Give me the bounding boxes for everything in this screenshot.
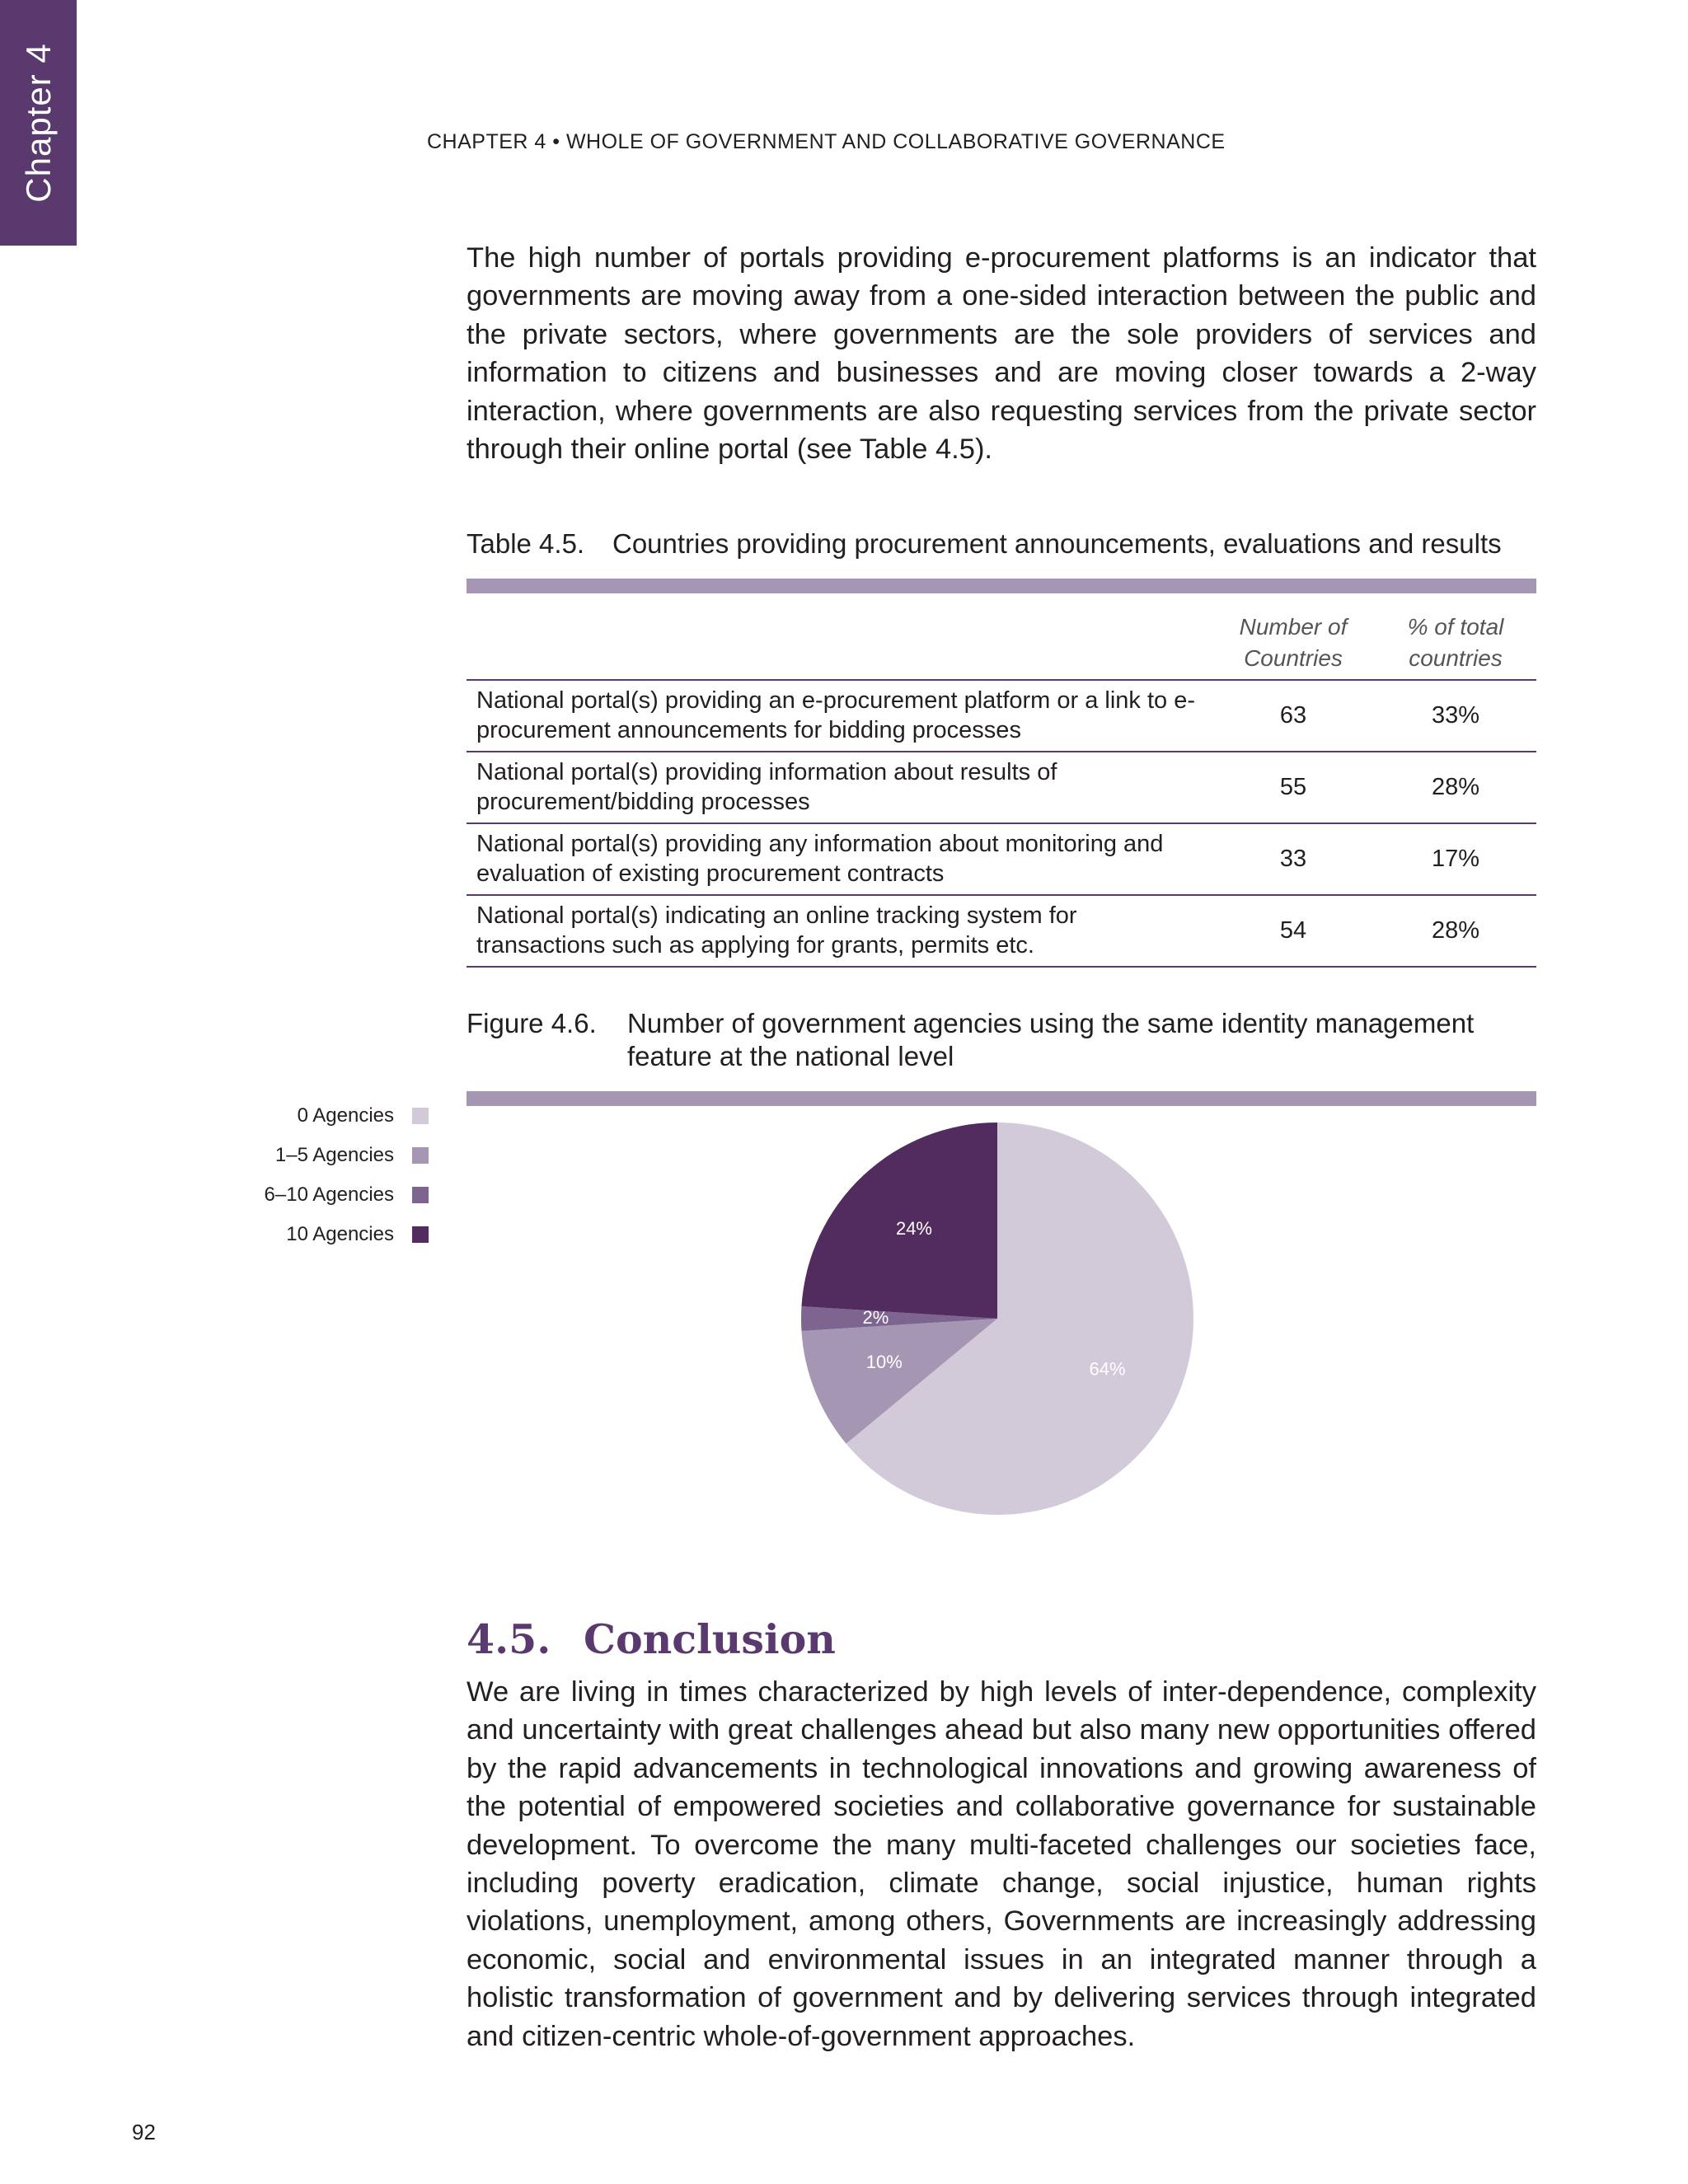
conclusion-section <box>467 1615 1536 2055</box>
legend-label: 6–10 Agencies <box>264 1183 394 1206</box>
table-row <box>467 895 1536 967</box>
table-row <box>467 752 1536 823</box>
intro-paragraph: The high number of portals providing e-procurement platforms is an indicator that governments are moving away from a one-sided interaction between the public and the private sectors, where governments are the sole providers of services and information to citizens and businesses and are moving closer towards a 2-way interaction, where governments are also requesting services from the private sector through their online portal (see Table 4.5). <box>467 242 1536 466</box>
chapter-tab-label: Chapter 4 <box>19 43 58 203</box>
table-caption-bar <box>467 579 1536 593</box>
legend-item <box>265 1183 429 1207</box>
pie-label-1-5-agencies: 10% <box>865 1352 903 1373</box>
table-header-count: Number of Countries <box>1212 608 1375 680</box>
row-percent: 17% <box>1375 823 1536 895</box>
legend-label: 10 Agencies <box>286 1223 394 1245</box>
pie-chart <box>775 1096 1220 1541</box>
row-label: National portal(s) indicating an online tracking system for transactions such as applying for grants, permits etc. <box>467 895 1212 967</box>
legend-swatch <box>412 1147 429 1164</box>
row-count: 33 <box>1212 823 1375 895</box>
row-count: 54 <box>1212 895 1375 967</box>
figure-caption <box>467 1007 1536 1073</box>
table-header-label <box>467 608 1212 680</box>
row-label: National portal(s) providing any information about monitoring and evaluation of existing procurement contracts <box>467 823 1212 895</box>
table-row <box>467 680 1536 752</box>
running-head: CHAPTER 4 • WHOLE OF GOVERNMENT AND COLLABORATIVE GOVERNANCE <box>427 130 1226 153</box>
row-label: National portal(s) providing an e-procurement platform or a link to e-procurement announcements for bidding processes <box>467 680 1212 752</box>
legend-swatch <box>412 1187 429 1203</box>
row-percent: 33% <box>1375 680 1536 752</box>
table-row <box>467 823 1536 895</box>
section-title: Conclusion <box>584 1615 836 1663</box>
pie-label-6-10-agencies: 2% <box>862 1306 889 1328</box>
section-heading <box>467 1615 1536 1663</box>
legend-swatch <box>412 1226 429 1243</box>
table-caption-title: Countries providing procurement announcements, evaluations and results <box>612 528 1502 559</box>
row-count: 63 <box>1212 680 1375 752</box>
table-header-percent: % of total countries <box>1375 608 1536 680</box>
figure-caption-title: Number of government agencies using the same identity management feature at the national level <box>627 1008 1475 1071</box>
legend-item <box>275 1144 429 1167</box>
pie-label-0-agencies: 64% <box>1089 1358 1126 1380</box>
procurement-table <box>467 608 1536 968</box>
table-block <box>467 527 1536 968</box>
legend-label: 0 Agencies <box>297 1104 394 1127</box>
row-label: National portal(s) providing information about results of procurement/bidding processes <box>467 752 1212 823</box>
pie-label-10-agencies: 24% <box>895 1218 933 1240</box>
table-caption <box>467 527 1536 560</box>
figure-caption-number: Figure 4.6. <box>467 1008 597 1038</box>
row-count: 55 <box>1212 752 1375 823</box>
legend-item <box>286 1223 429 1246</box>
table-caption-number: Table 4.5. <box>467 528 585 559</box>
page-number: 92 <box>132 2120 156 2144</box>
figure-block <box>467 1007 1536 1106</box>
legend-item <box>298 1104 429 1127</box>
chapter-tab <box>0 0 77 246</box>
intro-section <box>467 239 1536 468</box>
legend-swatch <box>412 1108 429 1124</box>
section-number: 4.5. <box>467 1615 551 1663</box>
conclusion-paragraph: We are living in times characterized by high levels of inter-dependence, complexity and uncertainty with great challenges ahead but also many new opportunities offered by the rapid advancements in technological innovations and growing awareness of the potential of empowered societies and collaborative governance for sustainable development. To overcome the many multi-faceted challenges our societies face, including poverty eradication, climate change, social injustice, human rights violations, unemployment, among others, Governments are increasingly addressing economic, social and environmental issues in an integrated manner through a holistic transformation of government and by delivering services through integrated and citizen-centric whole-of-government approaches. <box>467 1676 1536 2052</box>
table-header-row <box>467 608 1536 680</box>
legend-label: 1–5 Agencies <box>274 1144 394 1166</box>
row-percent: 28% <box>1375 895 1536 967</box>
row-percent: 28% <box>1375 752 1536 823</box>
